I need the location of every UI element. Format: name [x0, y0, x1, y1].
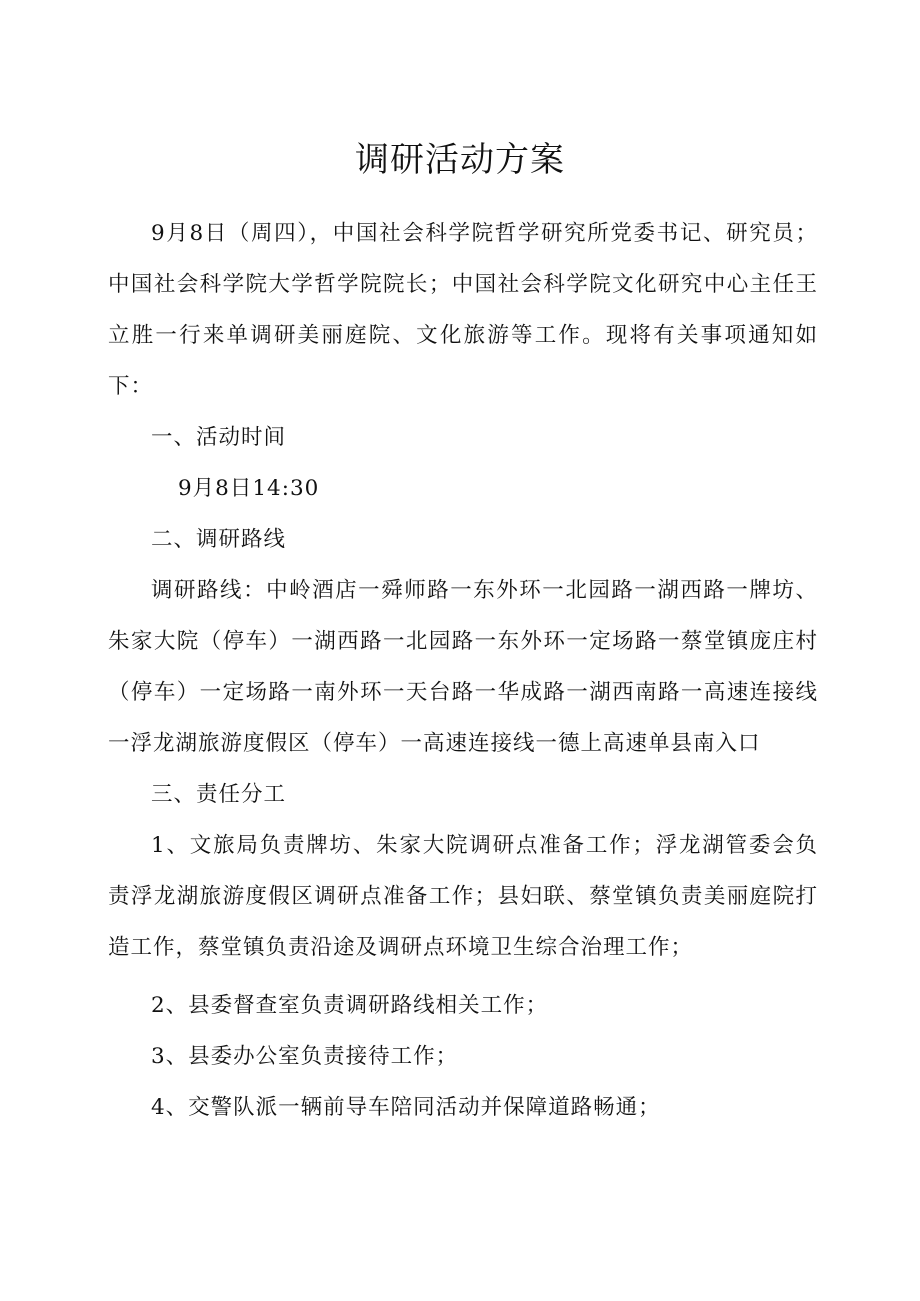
document-body — [108, 208, 818, 1133]
section-route-heading: 二、调研路线 — [151, 527, 287, 552]
section-duties-heading: 三、责任分工 — [151, 782, 287, 807]
document-title: 调研活动方案 — [355, 140, 565, 180]
duty-item-4: 4、交警队派一辆前导车陪同活动并保障道路畅通； — [151, 1095, 661, 1120]
intro-paragraph: 9月8日（周四），中国社会科学院哲学研究所党委书记、研究员；中国社会科学院大学哲学院院长；中国社会科学院文化研究中心主任王立胜一行来单调研美丽庭院、文化旅游等工作。现将有关事项通知如下： — [108, 221, 818, 399]
duty-item-3: 3、县委办公室负责接待工作； — [151, 1044, 459, 1069]
route-paragraph: 调研路线：中岭酒店一舜师路一东外环一北园路一湖西路一牌坊、朱家大院（停车）一湖西路一北园路一东外环一定场路一蔡堂镇庞庄村（停车）一定场路一南外环一天台路一华成路一湖西南路一高速连接线一浮龙湖旅游度假区（停车）一高速连接线一德上高速单县南入口 — [108, 578, 818, 756]
duty-item-1: 1、文旅局负责牌坊、朱家大院调研点准备工作；浮龙湖管委会负责浮龙湖旅游度假区调研点准备工作；县妇联、蔡堂镇负责美丽庭院打造工作，蔡堂镇负责沿途及调研点环境卫生综合治理工作； — [108, 833, 818, 960]
duty-item-2: 2、县委督查室负责调研路线相关工作； — [151, 993, 549, 1018]
section-time-heading: 一、活动时间 — [151, 425, 287, 450]
activity-time-value: 9月8日14:30 — [178, 476, 320, 501]
